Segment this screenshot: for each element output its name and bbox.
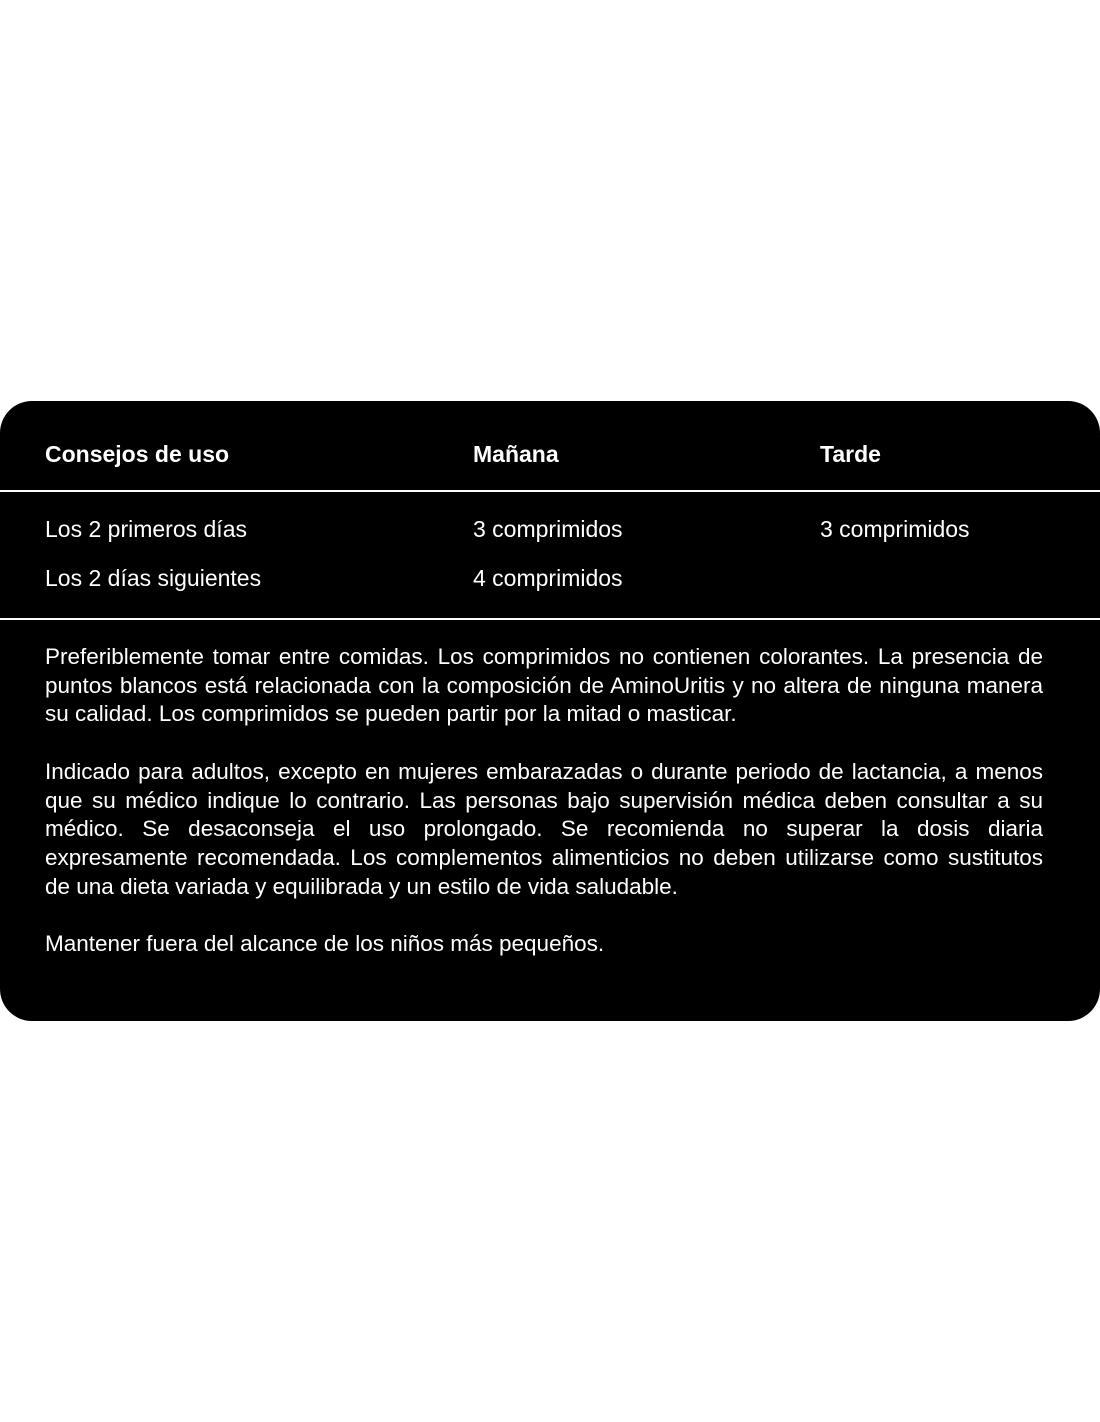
usage-notes	[45, 643, 1043, 959]
table-row	[0, 564, 1100, 604]
note-paragraph-intake: Preferiblemente tomar entre comidas. Los comprimidos no contienen colorantes. La presencia de puntos blancos está relacionada con la composición de AminoUritis y no altera de ninguna manera su calidad. Los comprimidos se pueden partir por la mitad o masticar.	[45, 644, 1043, 727]
row-morning-dose: 4 comprimidos	[473, 565, 623, 591]
table-header-row	[0, 401, 1100, 491]
table-bottom-divider	[0, 618, 1100, 620]
usage-info-card	[0, 401, 1100, 1021]
row-period-label: Los 2 días siguientes	[45, 565, 262, 591]
note-paragraph-children: Mantener fuera del alcance de los niños más pequeños.	[45, 931, 605, 956]
row-afternoon-dose: 3 comprimidos	[820, 516, 970, 542]
row-period-label: Los 2 primeros días	[45, 516, 247, 542]
header-usage-advice: Consejos de uso	[45, 441, 230, 467]
header-morning: Mañana	[473, 441, 559, 467]
header-afternoon: Tarde	[820, 441, 881, 467]
table-row	[0, 515, 1100, 555]
header-divider	[0, 490, 1100, 492]
row-morning-dose: 3 comprimidos	[473, 516, 623, 542]
note-paragraph-warnings: Indicado para adultos, excepto en mujeres embarazadas o durante periodo de lactancia, a menos que su médico indique lo contrario. Las personas bajo supervisión médica deben consultar a su médico. Se desaconseja el uso prolongado. Se recomienda no superar la dosis diaria expresamente recomendada. Los complementos alimenticios no deben utilizarse como sustitutos de una dieta variada y equilibrada y un estilo de vida saludable.	[45, 758, 1043, 899]
